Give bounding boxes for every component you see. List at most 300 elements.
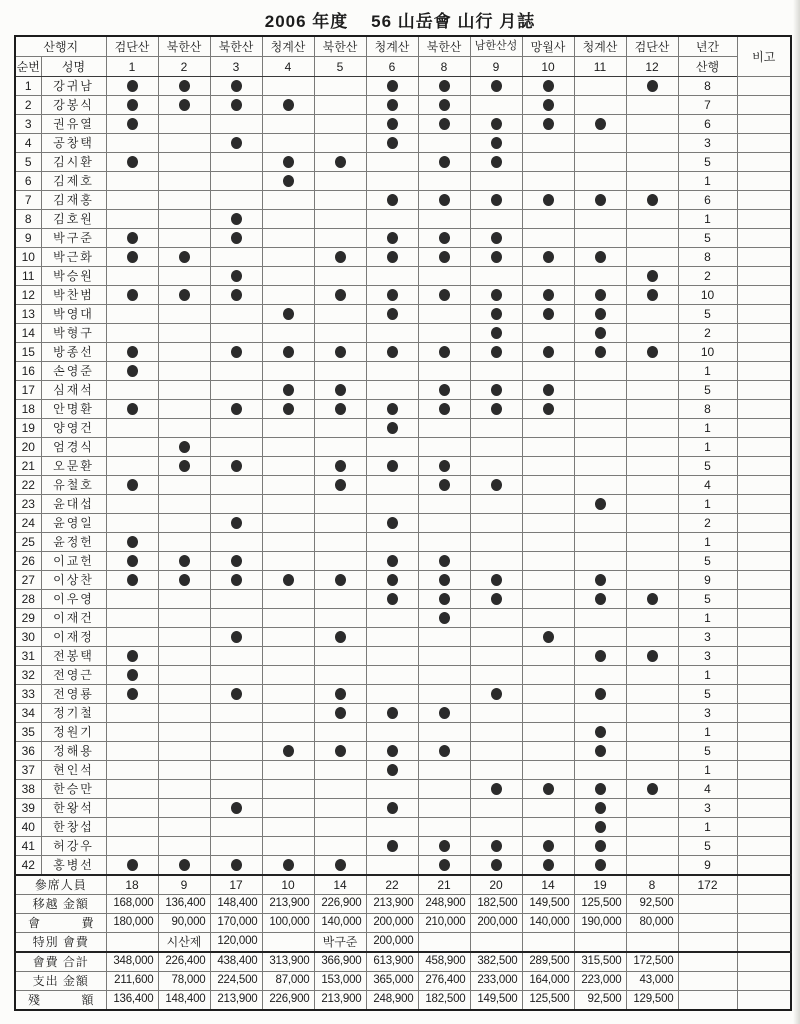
attendance-dot <box>231 346 242 358</box>
member-name: 한창섭 <box>41 818 106 837</box>
summary-value: 289,500 <box>522 952 574 972</box>
summary-value: 120,000 <box>210 933 262 953</box>
attendance-cell <box>366 305 418 324</box>
attendance-cell <box>574 400 626 419</box>
member-no: 37 <box>15 761 41 780</box>
member-row <box>15 267 791 286</box>
attendance-dot <box>439 346 450 358</box>
attendance-cell <box>106 343 158 362</box>
attendance-cell <box>626 362 678 381</box>
member-row <box>15 191 791 210</box>
attendance-cell <box>314 96 366 115</box>
attendance-cell <box>626 476 678 495</box>
attendance-cell <box>366 343 418 362</box>
attendance-cell <box>366 533 418 552</box>
summary-value: 200,000 <box>366 914 418 933</box>
attendance-cell <box>314 343 366 362</box>
attendance-cell <box>626 628 678 647</box>
attendance-cell <box>626 837 678 856</box>
attendance-cell <box>626 77 678 96</box>
attendance-cell <box>158 362 210 381</box>
attendance-cell <box>210 267 262 286</box>
member-no: 9 <box>15 229 41 248</box>
attendance-cell <box>106 704 158 723</box>
member-annual-total: 1 <box>678 172 737 191</box>
attendance-cell <box>210 134 262 153</box>
attendance-cell <box>158 210 210 229</box>
attendance-dot <box>335 384 346 396</box>
summary-value: 100,000 <box>262 914 314 933</box>
attendance-cell <box>574 115 626 134</box>
attendance-dot <box>543 859 554 871</box>
summary-total <box>678 914 737 933</box>
attendance-cell <box>626 343 678 362</box>
member-annual-total: 8 <box>678 400 737 419</box>
member-name: 이재건 <box>41 609 106 628</box>
attendance-dot <box>595 859 606 871</box>
attendance-dot <box>387 422 398 434</box>
attendance-cell <box>210 571 262 590</box>
header-month-8: 8 <box>418 57 470 77</box>
attendance-cell <box>262 457 314 476</box>
attendance-cell <box>158 761 210 780</box>
attendance-cell <box>262 210 314 229</box>
member-no: 25 <box>15 533 41 552</box>
member-row <box>15 780 791 799</box>
attendance-dot <box>387 802 398 814</box>
attendance-dot <box>491 840 502 852</box>
summary-value: 20 <box>470 875 522 895</box>
attendance-dot <box>231 80 242 92</box>
member-row <box>15 476 791 495</box>
attendance-dot <box>439 555 450 567</box>
member-annual-total: 1 <box>678 609 737 628</box>
attendance-cell <box>574 229 626 248</box>
attendance-cell <box>210 362 262 381</box>
header-month-12: 12 <box>626 57 678 77</box>
attendance-cell <box>522 400 574 419</box>
attendance-cell <box>470 324 522 343</box>
attendance-cell <box>418 742 470 761</box>
attendance-cell <box>626 856 678 876</box>
attendance-cell <box>522 495 574 514</box>
attendance-dot <box>127 403 138 415</box>
member-note-cell <box>737 324 791 343</box>
attendance-cell <box>106 495 158 514</box>
attendance-cell <box>314 799 366 818</box>
attendance-cell <box>522 685 574 704</box>
attendance-dot <box>439 612 450 624</box>
summary-value: 149,500 <box>470 991 522 1011</box>
attendance-dot <box>491 118 502 130</box>
attendance-cell <box>158 153 210 172</box>
attendance-cell <box>418 96 470 115</box>
attendance-cell <box>210 818 262 837</box>
attendance-dot <box>179 859 190 871</box>
summary-label: 會 費 <box>15 914 106 933</box>
attendance-dot <box>179 289 190 301</box>
member-row <box>15 286 791 305</box>
attendance-cell <box>262 609 314 628</box>
attendance-cell <box>470 533 522 552</box>
attendance-cell <box>262 590 314 609</box>
summary-value: 315,500 <box>574 952 626 972</box>
attendance-cell <box>574 153 626 172</box>
member-note-cell <box>737 476 791 495</box>
attendance-cell <box>158 248 210 267</box>
attendance-cell <box>314 400 366 419</box>
summary-value <box>470 933 522 953</box>
member-annual-total: 2 <box>678 514 737 533</box>
attendance-dot <box>595 840 606 852</box>
summary-total: 172 <box>678 875 737 895</box>
member-annual-total: 8 <box>678 77 737 96</box>
attendance-cell <box>418 723 470 742</box>
attendance-cell <box>626 761 678 780</box>
attendance-cell <box>210 590 262 609</box>
member-no: 17 <box>15 381 41 400</box>
attendance-cell <box>470 77 522 96</box>
member-note-cell <box>737 837 791 856</box>
attendance-cell <box>314 571 366 590</box>
member-note-cell <box>737 381 791 400</box>
member-name: 허강우 <box>41 837 106 856</box>
attendance-cell <box>522 552 574 571</box>
attendance-dot <box>127 365 138 377</box>
attendance-cell <box>574 362 626 381</box>
member-annual-total: 5 <box>678 742 737 761</box>
attendance-cell <box>470 856 522 876</box>
attendance-cell <box>314 381 366 400</box>
attendance-dot <box>647 289 658 301</box>
attendance-cell <box>574 628 626 647</box>
attendance-cell <box>210 248 262 267</box>
attendance-cell <box>366 514 418 533</box>
attendance-cell <box>470 438 522 457</box>
attendance-dot <box>595 802 606 814</box>
attendance-cell <box>418 590 470 609</box>
attendance-cell <box>470 628 522 647</box>
attendance-cell <box>574 552 626 571</box>
attendance-cell <box>210 381 262 400</box>
attendance-cell <box>262 267 314 286</box>
member-note-cell <box>737 514 791 533</box>
attendance-cell <box>262 666 314 685</box>
attendance-dot <box>283 384 294 396</box>
attendance-cell <box>210 647 262 666</box>
attendance-cell <box>262 324 314 343</box>
member-note-cell <box>737 172 791 191</box>
attendance-cell <box>470 685 522 704</box>
attendance-cell <box>106 96 158 115</box>
summary-value: 170,000 <box>210 914 262 933</box>
header-mountain-12: 검단산 <box>626 36 678 57</box>
attendance-cell <box>314 286 366 305</box>
member-note-cell <box>737 723 791 742</box>
attendance-cell <box>574 704 626 723</box>
attendance-cell <box>158 780 210 799</box>
attendance-cell <box>522 514 574 533</box>
attendance-dot <box>127 479 138 491</box>
attendance-cell <box>418 628 470 647</box>
attendance-cell <box>418 115 470 134</box>
member-annual-total: 3 <box>678 799 737 818</box>
member-no: 42 <box>15 856 41 876</box>
attendance-cell <box>210 419 262 438</box>
member-row <box>15 590 791 609</box>
attendance-dot <box>595 194 606 206</box>
attendance-cell <box>418 324 470 343</box>
attendance-cell <box>470 647 522 666</box>
summary-value: 22 <box>366 875 418 895</box>
attendance-dot <box>439 403 450 415</box>
member-annual-total: 6 <box>678 191 737 210</box>
attendance-cell <box>418 153 470 172</box>
header-seq-label: 순번 <box>15 57 41 77</box>
attendance-cell <box>574 210 626 229</box>
attendance-dot <box>387 517 398 529</box>
page-title: 2006 年度 56 山岳會 山行 月誌 <box>264 12 536 31</box>
summary-value: 148,400 <box>158 991 210 1011</box>
attendance-cell <box>418 457 470 476</box>
attendance-cell <box>470 666 522 685</box>
attendance-cell <box>314 837 366 856</box>
attendance-cell <box>314 818 366 837</box>
attendance-dot <box>283 156 294 168</box>
attendance-cell <box>106 552 158 571</box>
summary-value: 180,000 <box>106 914 158 933</box>
attendance-dot <box>231 270 242 282</box>
attendance-cell <box>106 248 158 267</box>
summary-value: 213,900 <box>314 991 366 1011</box>
member-no: 6 <box>15 172 41 191</box>
member-name: 강봉식 <box>41 96 106 115</box>
attendance-cell <box>522 210 574 229</box>
attendance-cell <box>470 723 522 742</box>
attendance-cell <box>262 362 314 381</box>
member-row <box>15 571 791 590</box>
attendance-cell <box>574 609 626 628</box>
summary-value <box>626 933 678 953</box>
attendance-cell <box>158 514 210 533</box>
attendance-cell <box>262 172 314 191</box>
attendance-cell <box>106 590 158 609</box>
attendance-cell <box>366 856 418 876</box>
header-mountain-5: 북한산 <box>314 36 366 57</box>
header-month-11: 11 <box>574 57 626 77</box>
attendance-cell <box>366 191 418 210</box>
member-row <box>15 514 791 533</box>
attendance-cell <box>626 514 678 533</box>
summary-value: 149,500 <box>522 895 574 914</box>
attendance-cell <box>158 96 210 115</box>
attendance-cell <box>106 400 158 419</box>
member-name: 전봉택 <box>41 647 106 666</box>
attendance-dot <box>231 574 242 586</box>
attendance-cell <box>626 723 678 742</box>
attendance-cell <box>418 381 470 400</box>
member-annual-total: 3 <box>678 628 737 647</box>
summary-value: 17 <box>210 875 262 895</box>
summary-value: 226,900 <box>314 895 366 914</box>
attendance-cell <box>574 248 626 267</box>
summary-value: 80,000 <box>626 914 678 933</box>
attendance-cell <box>262 305 314 324</box>
attendance-cell <box>470 571 522 590</box>
member-note-cell <box>737 647 791 666</box>
member-note-cell <box>737 495 791 514</box>
attendance-cell <box>106 856 158 876</box>
attendance-cell <box>106 685 158 704</box>
attendance-table <box>14 35 792 1011</box>
attendance-cell <box>314 495 366 514</box>
attendance-cell <box>314 172 366 191</box>
summary-value: 365,000 <box>366 972 418 991</box>
member-no: 41 <box>15 837 41 856</box>
member-row <box>15 742 791 761</box>
member-row <box>15 628 791 647</box>
attendance-cell <box>158 191 210 210</box>
summary-row <box>15 991 791 1011</box>
header-month-1: 1 <box>106 57 158 77</box>
attendance-cell <box>366 476 418 495</box>
attendance-cell <box>522 742 574 761</box>
member-no: 11 <box>15 267 41 286</box>
attendance-cell <box>574 324 626 343</box>
member-name: 이상찬 <box>41 571 106 590</box>
attendance-dot <box>387 289 398 301</box>
summary-value: 136,400 <box>106 991 158 1011</box>
attendance-cell <box>262 742 314 761</box>
attendance-cell <box>158 77 210 96</box>
summary-row <box>15 895 791 914</box>
member-no: 38 <box>15 780 41 799</box>
attendance-cell <box>106 647 158 666</box>
attendance-cell <box>366 96 418 115</box>
summary-value: 168,000 <box>106 895 158 914</box>
member-note-cell <box>737 571 791 590</box>
attendance-cell <box>262 818 314 837</box>
attendance-cell <box>314 704 366 723</box>
member-no: 15 <box>15 343 41 362</box>
attendance-dot <box>387 840 398 852</box>
attendance-cell <box>262 628 314 647</box>
attendance-cell <box>314 457 366 476</box>
attendance-cell <box>626 324 678 343</box>
member-name: 강귀남 <box>41 77 106 96</box>
attendance-cell <box>210 533 262 552</box>
attendance-cell <box>522 324 574 343</box>
attendance-dot <box>439 707 450 719</box>
summary-value: 182,500 <box>470 895 522 914</box>
member-note-cell <box>737 457 791 476</box>
member-name: 박구준 <box>41 229 106 248</box>
member-row <box>15 552 791 571</box>
attendance-cell <box>626 818 678 837</box>
attendance-dot <box>595 574 606 586</box>
attendance-cell <box>262 343 314 362</box>
attendance-dot <box>127 346 138 358</box>
attendance-cell <box>366 153 418 172</box>
attendance-cell <box>418 704 470 723</box>
member-row <box>15 362 791 381</box>
attendance-dot <box>127 232 138 244</box>
attendance-cell <box>314 780 366 799</box>
member-row <box>15 172 791 191</box>
member-no: 13 <box>15 305 41 324</box>
attendance-cell <box>366 324 418 343</box>
attendance-cell <box>418 761 470 780</box>
member-note-cell <box>737 742 791 761</box>
attendance-cell <box>418 647 470 666</box>
header-month-3: 3 <box>210 57 262 77</box>
summary-value: 92,500 <box>574 991 626 1011</box>
attendance-dot <box>387 593 398 605</box>
attendance-cell <box>158 286 210 305</box>
member-name: 윤정헌 <box>41 533 106 552</box>
attendance-cell <box>158 628 210 647</box>
attendance-cell <box>470 210 522 229</box>
member-annual-total: 5 <box>678 457 737 476</box>
attendance-dot <box>543 346 554 358</box>
member-row <box>15 419 791 438</box>
attendance-cell <box>470 590 522 609</box>
attendance-dot <box>491 137 502 149</box>
summary-note-cell <box>737 933 791 953</box>
summary-value: 348,000 <box>106 952 158 972</box>
attendance-dot <box>387 80 398 92</box>
summary-value: 19 <box>574 875 626 895</box>
attendance-dot <box>179 441 190 453</box>
attendance-cell <box>158 856 210 876</box>
attendance-dot <box>127 688 138 700</box>
attendance-cell <box>314 552 366 571</box>
attendance-dot <box>179 80 190 92</box>
attendance-cell <box>522 457 574 476</box>
attendance-cell <box>262 438 314 457</box>
attendance-cell <box>522 305 574 324</box>
attendance-cell <box>522 723 574 742</box>
attendance-dot <box>491 80 502 92</box>
attendance-cell <box>158 666 210 685</box>
summary-value: 211,600 <box>106 972 158 991</box>
member-name: 손영준 <box>41 362 106 381</box>
attendance-cell <box>314 324 366 343</box>
attendance-cell <box>522 533 574 552</box>
attendance-cell <box>626 552 678 571</box>
attendance-dot <box>127 650 138 662</box>
member-annual-total: 10 <box>678 343 737 362</box>
attendance-dot <box>283 745 294 757</box>
attendance-dot <box>283 99 294 111</box>
attendance-cell <box>626 438 678 457</box>
member-name: 윤대섭 <box>41 495 106 514</box>
attendance-cell <box>626 609 678 628</box>
attendance-dot <box>283 346 294 358</box>
attendance-cell <box>626 248 678 267</box>
attendance-dot <box>387 137 398 149</box>
attendance-cell <box>314 761 366 780</box>
attendance-cell <box>522 229 574 248</box>
attendance-dot <box>335 745 346 757</box>
member-row <box>15 495 791 514</box>
member-note-cell <box>737 343 791 362</box>
attendance-cell <box>418 495 470 514</box>
attendance-cell <box>522 115 574 134</box>
attendance-cell <box>314 666 366 685</box>
attendance-cell <box>418 77 470 96</box>
attendance-cell <box>210 704 262 723</box>
